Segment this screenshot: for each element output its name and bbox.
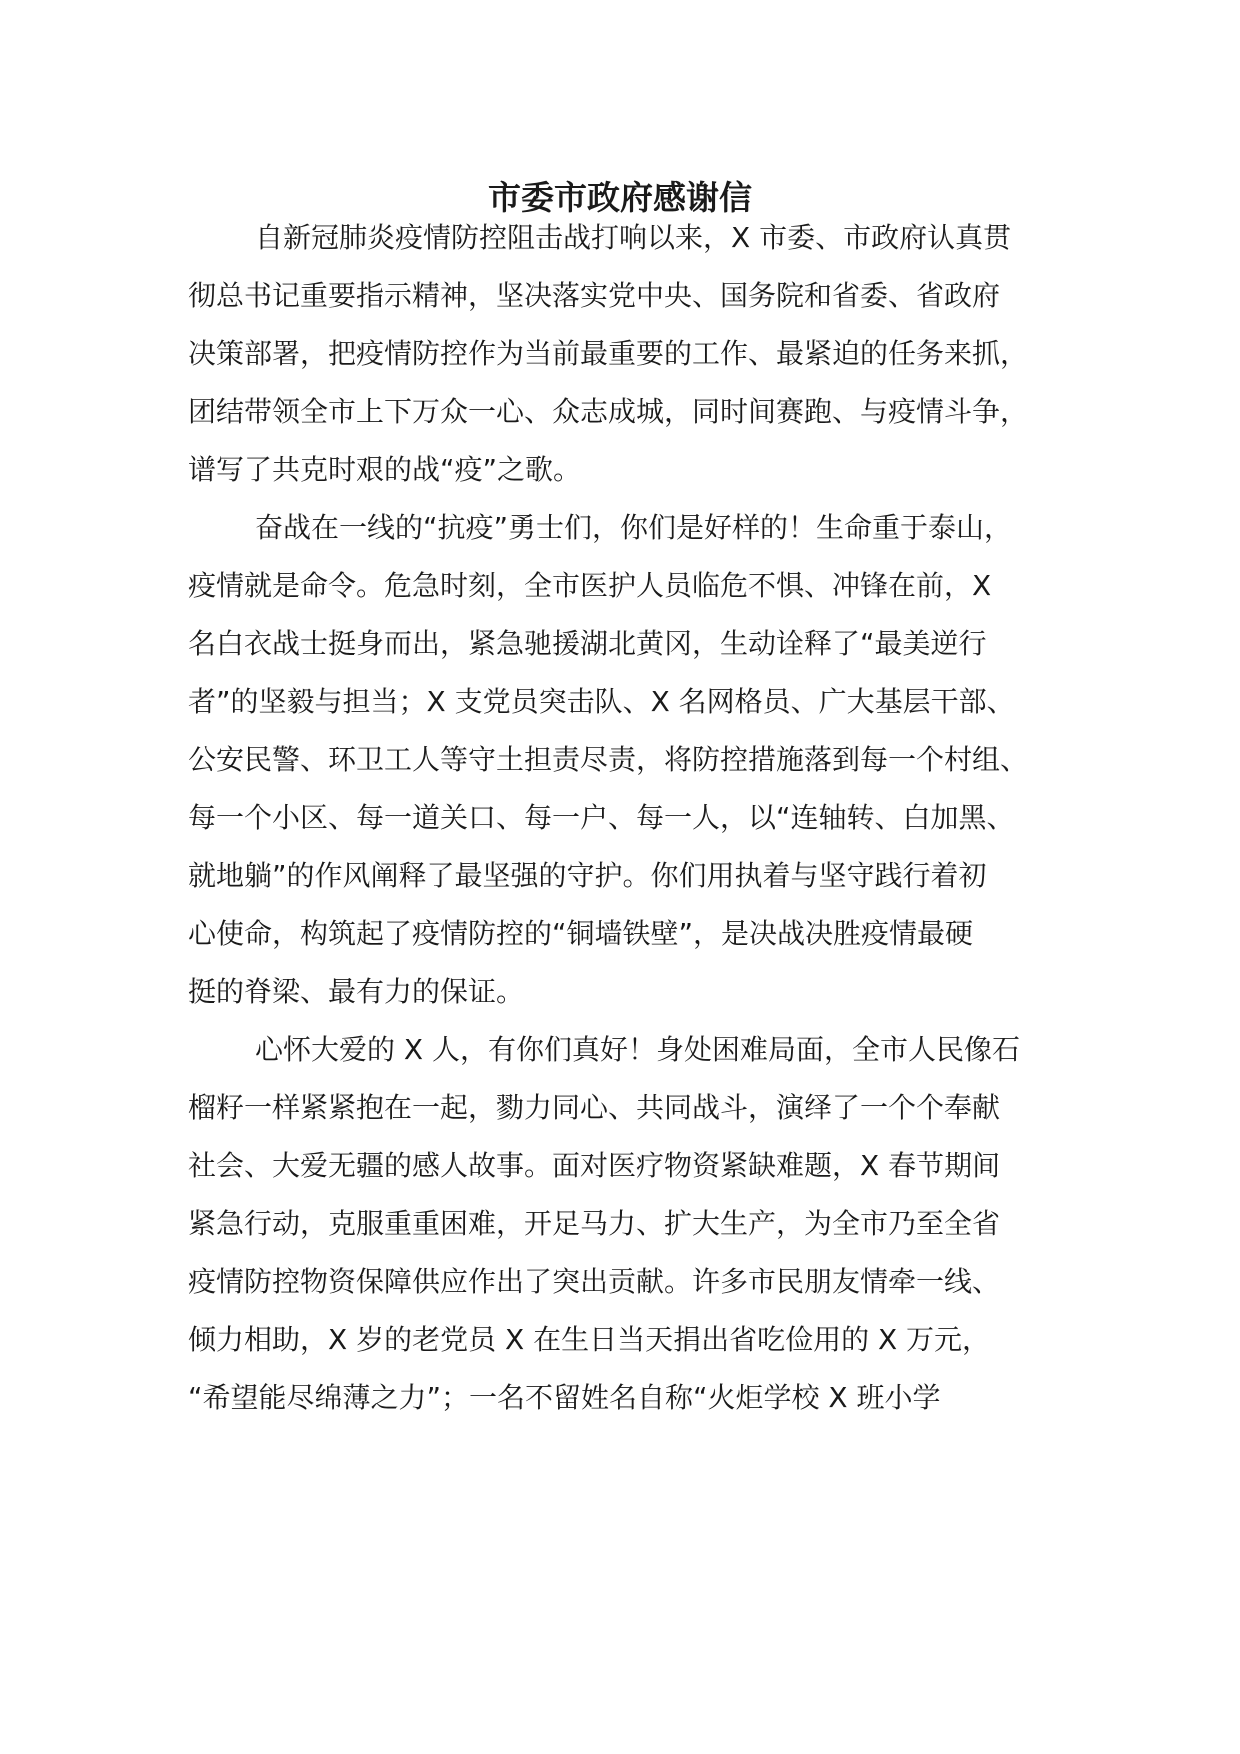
body-line: 社会、大爱无疆的感人故事。面对医疗物资紧缺难题，X 春节期间 [188,1149,1001,1182]
body-line: 彻总书记重要指示精神，坚决落实党中央、国务院和省委、省政府 [188,279,1001,312]
body-line: 者”的坚毅与担当；X 支党员突击队、X 名网格员、广大基层干部、 [188,685,1015,718]
body-line: 谱写了共克时艰的战“疫”之歌。 [188,453,582,486]
body-line: 心使命，构筑起了疫情防控的“铜墙铁壁”，是决战决胜疫情最硬 [188,917,974,950]
body-line: 决策部署，把疫情防控作为当前最重要的工作、最紧迫的任务来抓， [188,337,1029,370]
letter-title: 市委市政府感谢信 [488,178,752,217]
body-line: 就地躺”的作风阐释了最坚强的守护。你们用执着与坚守践行着初 [188,859,987,892]
body-line: 心怀大爱的 X 人，有你们真好！身处困难局面，全市人民像石 [255,1033,1020,1066]
body-line: 公安民警、环卫工人等守土担责尽责，将防控措施落到每一个村组、 [188,743,1029,776]
body-line: 每一个小区、每一道关口、每一户、每一人，以“连轴转、白加黑、 [188,801,1015,834]
body-line: 挺的脊梁、最有力的保证。 [188,975,525,1008]
body-line: 榴籽一样紧紧抱在一起，勠力同心、共同战斗，演绎了一个个奉献 [188,1091,1001,1124]
body-line: 疫情就是命令。危急时刻，全市医护人员临危不惧、冲锋在前，X [188,569,992,602]
body-line: 名白衣战士挺身而出，紧急驰援湖北黄冈，生动诠释了“最美逆行 [188,627,987,660]
body-line: 倾力相助，X 岁的老党员 X 在生日当天捐出省吃俭用的 X 万元， [188,1323,991,1356]
body-line: “希望能尽绵薄之力”；一名不留姓名自称“火炬学校 X 班小学 [188,1381,941,1414]
body-line: 奋战在一线的“抗疫”勇士们，你们是好样的！生命重于泰山， [255,511,1013,544]
body-line: 自新冠肺炎疫情防控阻击战打响以来，X 市委、市政府认真贯 [255,221,1012,254]
body-line: 紧急行动，克服重重困难，开足马力、扩大生产，为全市乃至全省 [188,1207,1001,1240]
body-line: 疫情防控物资保障供应作出了突出贡献。许多市民朋友情牵一线、 [188,1265,1001,1298]
body-line: 团结带领全市上下万众一心、众志成城，同时间赛跑、与疫情斗争， [188,395,1029,428]
